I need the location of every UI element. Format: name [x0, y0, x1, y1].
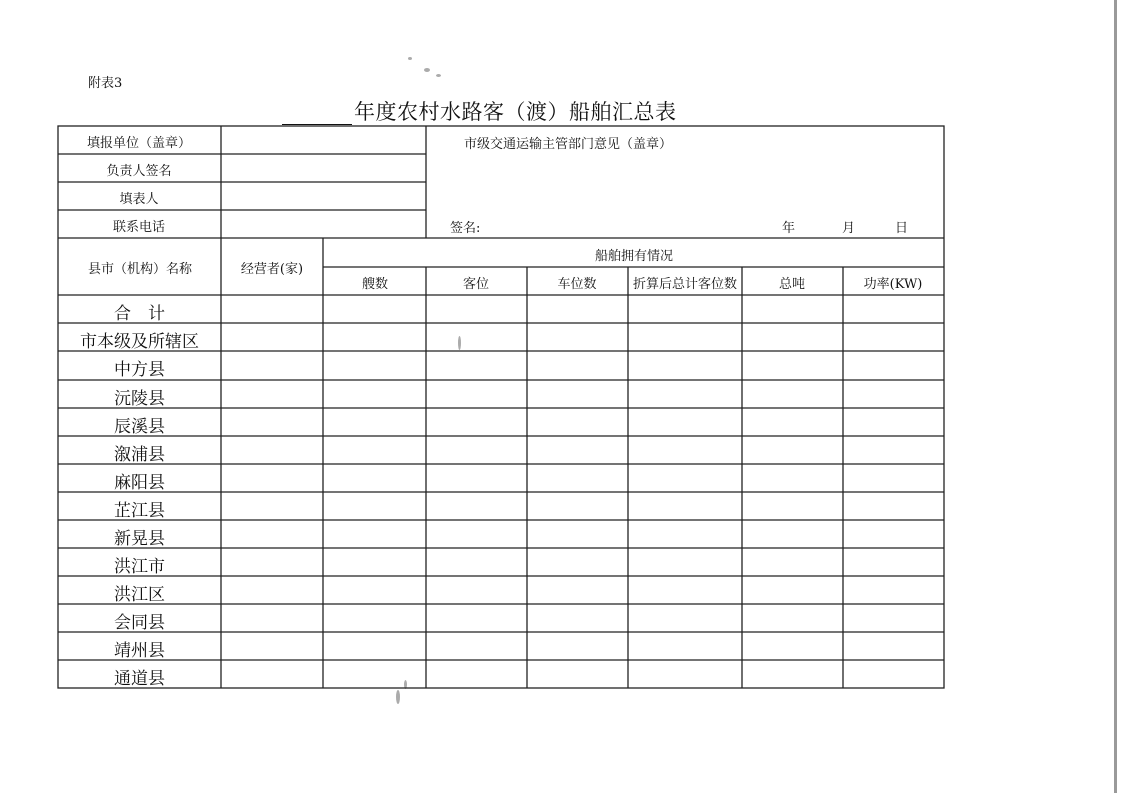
- row-label: 辰溪县: [114, 417, 165, 437]
- row-label-total: 合 计: [114, 304, 165, 324]
- row-label: 靖州县: [114, 641, 165, 661]
- label-signature: 签名:: [450, 221, 481, 236]
- col-passenger-seats: 客位: [462, 277, 490, 292]
- col-vessel-count: 艘数: [361, 277, 389, 292]
- attachment-label: 附表3: [88, 76, 123, 91]
- row-label: 市本级及所辖区: [80, 332, 199, 352]
- title-text: 年度农村水路客（渡）船舶汇总表: [354, 100, 677, 124]
- label-month: 月: [842, 221, 856, 236]
- row-label: 新晃县: [114, 529, 165, 549]
- label-dept-opinion: 市级交通运输主管部门意见（盖章）: [464, 137, 673, 152]
- row-label: 芷江县: [114, 501, 165, 521]
- row-label: 通道县: [114, 669, 165, 689]
- col-vehicle-spaces: 车位数: [557, 277, 597, 292]
- col-converted-seats: 折算后总计客位数: [632, 277, 738, 292]
- col-county: 县市（机构）名称: [87, 262, 193, 277]
- label-phone: 联系电话: [112, 220, 166, 235]
- row-label: 会同县: [114, 613, 165, 633]
- label-fill-unit: 填报单位（盖章）: [86, 136, 192, 151]
- row-label: 洪江市: [114, 557, 165, 577]
- label-day: 日: [895, 221, 909, 236]
- row-label: 沅陵县: [114, 389, 165, 409]
- label-leader-sign: 负责人签名: [106, 164, 172, 179]
- col-gross-tonnage: 总吨: [778, 277, 806, 292]
- col-power-kw: 功率(KW): [863, 277, 923, 292]
- col-operators: 经营者(家): [240, 262, 304, 277]
- col-group-vessels: 船舶拥有情况: [594, 249, 674, 264]
- row-label: 麻阳县: [114, 473, 165, 493]
- label-year: 年: [782, 221, 796, 236]
- row-label: 洪江区: [114, 585, 165, 605]
- label-filler: 填表人: [119, 192, 159, 207]
- row-label: 溆浦县: [114, 445, 165, 465]
- row-label: 中方县: [114, 360, 165, 380]
